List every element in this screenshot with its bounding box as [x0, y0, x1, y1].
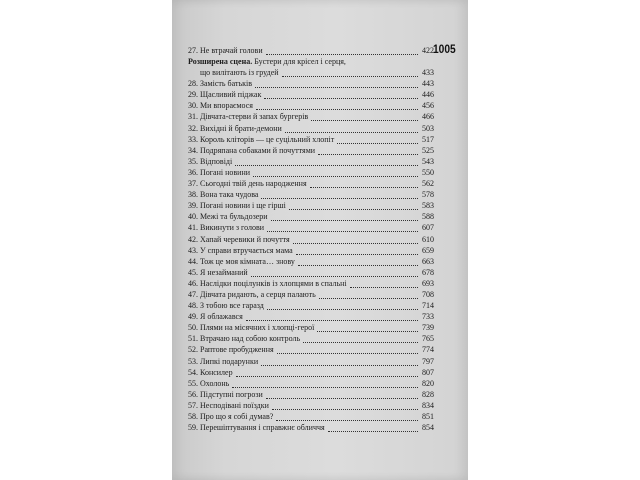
toc-entry-title: 47. Дівчата ридають, а серця палають — [188, 289, 316, 299]
toc-entry-page: 422 — [422, 46, 434, 56]
toc-entry — [188, 211, 434, 222]
toc-entry — [188, 378, 434, 389]
toc-entry — [188, 367, 434, 378]
toc-entry-page: 834 — [422, 400, 434, 410]
toc-entry-title: 55. Охолонь — [188, 378, 230, 388]
dot-leader — [232, 386, 418, 388]
dot-leader — [267, 308, 418, 310]
toc-entry-page: 714 — [422, 301, 434, 311]
dot-leader — [293, 242, 418, 244]
toc-entry-page: 562 — [422, 179, 434, 189]
toc-entry — [188, 400, 434, 411]
toc-entry — [188, 278, 434, 289]
toc-entry-title: 57. Несподівані поїздки — [188, 400, 269, 410]
toc-entry-page: 583 — [422, 201, 434, 211]
toc-entry — [188, 111, 434, 122]
toc-entry — [188, 245, 434, 256]
toc-entry — [188, 344, 434, 355]
toc-entry-page: 733 — [422, 312, 434, 322]
toc-entry-title: 37. Сьогодні твій день народження — [188, 179, 307, 189]
toc-entry-page: 543 — [422, 156, 434, 166]
toc-entry-page: 610 — [422, 234, 434, 244]
toc-entry-page: 503 — [422, 123, 434, 133]
dot-leader — [264, 97, 418, 99]
toc-entry-page: 456 — [422, 101, 434, 111]
toc-entry-title: 33. Король кліторів — це суцільний хлопіт — [188, 134, 335, 144]
toc-entry — [188, 256, 434, 267]
toc-entry-page: 659 — [422, 245, 434, 255]
dot-leader — [350, 286, 418, 288]
toc-entry — [188, 100, 434, 111]
toc-entry-title: 49. Я облажався — [188, 312, 243, 322]
table-of-contents — [188, 45, 434, 433]
toc-entry-page: 466 — [422, 112, 434, 122]
dot-leader — [319, 297, 418, 299]
toc-entry-title: 31. Дівчата-стерви й запах бургерів — [188, 112, 309, 122]
toc-entry-title: Бустери для крісел і серця, — [252, 57, 346, 67]
dot-leader — [311, 119, 418, 121]
dot-leader — [261, 364, 418, 366]
toc-entry-title-bold: Розширена сцена. — [188, 57, 253, 67]
toc-entry-title: 41. Викинути з голови — [188, 223, 265, 233]
toc-entry-page: 854 — [422, 423, 434, 433]
toc-entry-page: 851 — [422, 412, 434, 421]
toc-entry-page: 678 — [422, 267, 434, 277]
dot-leader — [255, 86, 418, 88]
toc-entry-title: 51. Втрачаю над собою контроль — [188, 334, 301, 344]
toc-entry-page: 588 — [422, 212, 434, 222]
dot-leader — [246, 319, 418, 321]
toc-entry-title: 30. Ми впораємося — [188, 101, 253, 111]
toc-entry — [188, 189, 434, 200]
toc-entry-title: 35. Відповіді — [188, 156, 233, 166]
toc-entry — [188, 145, 434, 156]
toc-entry-title: 44. Тож це моя кімната… знову — [188, 256, 295, 266]
dot-leader — [276, 419, 418, 421]
toc-entry — [188, 222, 434, 233]
toc-entry-page: 807 — [422, 367, 434, 377]
toc-entry-page: 797 — [422, 356, 434, 366]
toc-entry — [188, 300, 434, 311]
toc-entry-page: 550 — [422, 167, 434, 177]
toc-entry-page: 693 — [422, 278, 434, 288]
dot-leader — [235, 164, 418, 166]
toc-entry-title: 58. Про що я собі думав? — [188, 412, 274, 421]
toc-entry-title: 39. Погані новини і ще гірші — [188, 201, 286, 211]
toc-entry — [188, 45, 434, 56]
dot-leader — [285, 131, 418, 133]
dot-leader — [289, 208, 418, 210]
toc-entry-page: 517 — [422, 134, 434, 144]
toc-entry-title: 45. Я незайманий — [188, 267, 248, 277]
dot-leader — [271, 219, 418, 221]
toc-entry — [188, 311, 434, 322]
toc-entry — [188, 389, 434, 400]
toc-entry — [188, 333, 434, 344]
toc-entry — [188, 289, 434, 300]
toc-entry-page: 433 — [422, 68, 434, 78]
toc-entry — [188, 134, 434, 145]
dot-leader — [261, 197, 418, 199]
toc-entry-page: 525 — [422, 145, 434, 155]
dot-leader — [318, 153, 418, 155]
toc-entry-page: 446 — [422, 90, 434, 100]
toc-entry-page: 820 — [422, 378, 434, 388]
toc-entry-page: 708 — [422, 289, 434, 299]
toc-entry-title: 40. Межі та бульдозери — [188, 212, 268, 222]
dot-leader — [277, 352, 418, 354]
toc-entry-title: 46. Наслідки поцілунків із хлопцями в спальні — [188, 278, 347, 288]
toc-entry-page: 828 — [422, 389, 434, 399]
toc-entry — [188, 267, 434, 278]
dot-leader — [298, 264, 418, 266]
dot-leader — [310, 186, 418, 188]
toc-entry-title: 50. Плями на місячних і хлопці-герої — [188, 323, 315, 333]
toc-entry — [188, 322, 434, 333]
toc-entry — [188, 200, 434, 211]
dot-leader — [337, 142, 418, 144]
toc-entry-title: 53. Липкі подарунки — [188, 356, 259, 366]
toc-entry-title-continued: що вилітають із грудей — [200, 68, 279, 78]
toc-entry-title: 27. Не втрачай голови — [188, 46, 263, 56]
toc-entry-page: 774 — [422, 345, 434, 355]
toc-entry-page: 443 — [422, 79, 434, 89]
toc-entry-title: 48. З тобою все гаразд — [188, 301, 264, 311]
toc-entry-page: 607 — [422, 223, 434, 233]
dot-leader — [253, 175, 418, 177]
dot-leader — [256, 108, 418, 110]
toc-entry-title: 42. Хапай черевики й почуття — [188, 234, 290, 244]
dot-leader — [236, 375, 418, 377]
toc-entry-title: 54. Консилер — [188, 367, 233, 377]
dot-leader — [282, 75, 418, 77]
toc-entry-page: 739 — [422, 323, 434, 333]
toc-entry-title: 29. Щасливий піджак — [188, 90, 262, 100]
toc-entry — [188, 178, 434, 189]
toc-entry — [188, 167, 434, 178]
dot-leader — [251, 275, 418, 277]
dot-leader — [303, 341, 418, 343]
dot-leader — [328, 430, 418, 432]
toc-entry-title: 36. Погані новини — [188, 167, 251, 177]
dot-leader — [266, 53, 418, 55]
toc-entry-title: 28. Замість батьків — [188, 79, 252, 89]
toc-entry — [188, 355, 434, 366]
toc-entry-title: 59. Перешіптування і справжнє обличчя — [188, 423, 325, 433]
dot-leader — [267, 230, 418, 232]
dot-leader — [272, 408, 418, 410]
dot-leader — [296, 253, 418, 255]
dot-leader — [317, 330, 418, 332]
dot-leader — [266, 397, 418, 399]
toc-entry-title: 56. Підступні погрози — [188, 389, 263, 399]
toc-entry — [188, 233, 434, 244]
toc-entry — [188, 78, 434, 89]
toc-entry-page: 663 — [422, 256, 434, 266]
toc-entry-title: 38. Вона така чудова — [188, 190, 259, 200]
toc-entry — [188, 411, 434, 422]
toc-entry — [188, 122, 434, 133]
toc-entry — [188, 56, 434, 78]
toc-entry-title: 32. Вихідні й брати-демони — [188, 123, 282, 133]
toc-entry-page: 765 — [422, 334, 434, 344]
toc-entry-page: 578 — [422, 190, 434, 200]
toc-entry-title: 43. У справи втручається мама — [188, 245, 293, 255]
toc-entry — [188, 89, 434, 100]
toc-entry — [188, 422, 434, 433]
toc-entry-title: 52. Раптове пробудження — [188, 345, 274, 355]
toc-entry — [188, 156, 434, 167]
page-number: 1005 — [433, 42, 456, 56]
toc-entry-title: 34. Подряпана собаками й почуттями — [188, 145, 316, 155]
